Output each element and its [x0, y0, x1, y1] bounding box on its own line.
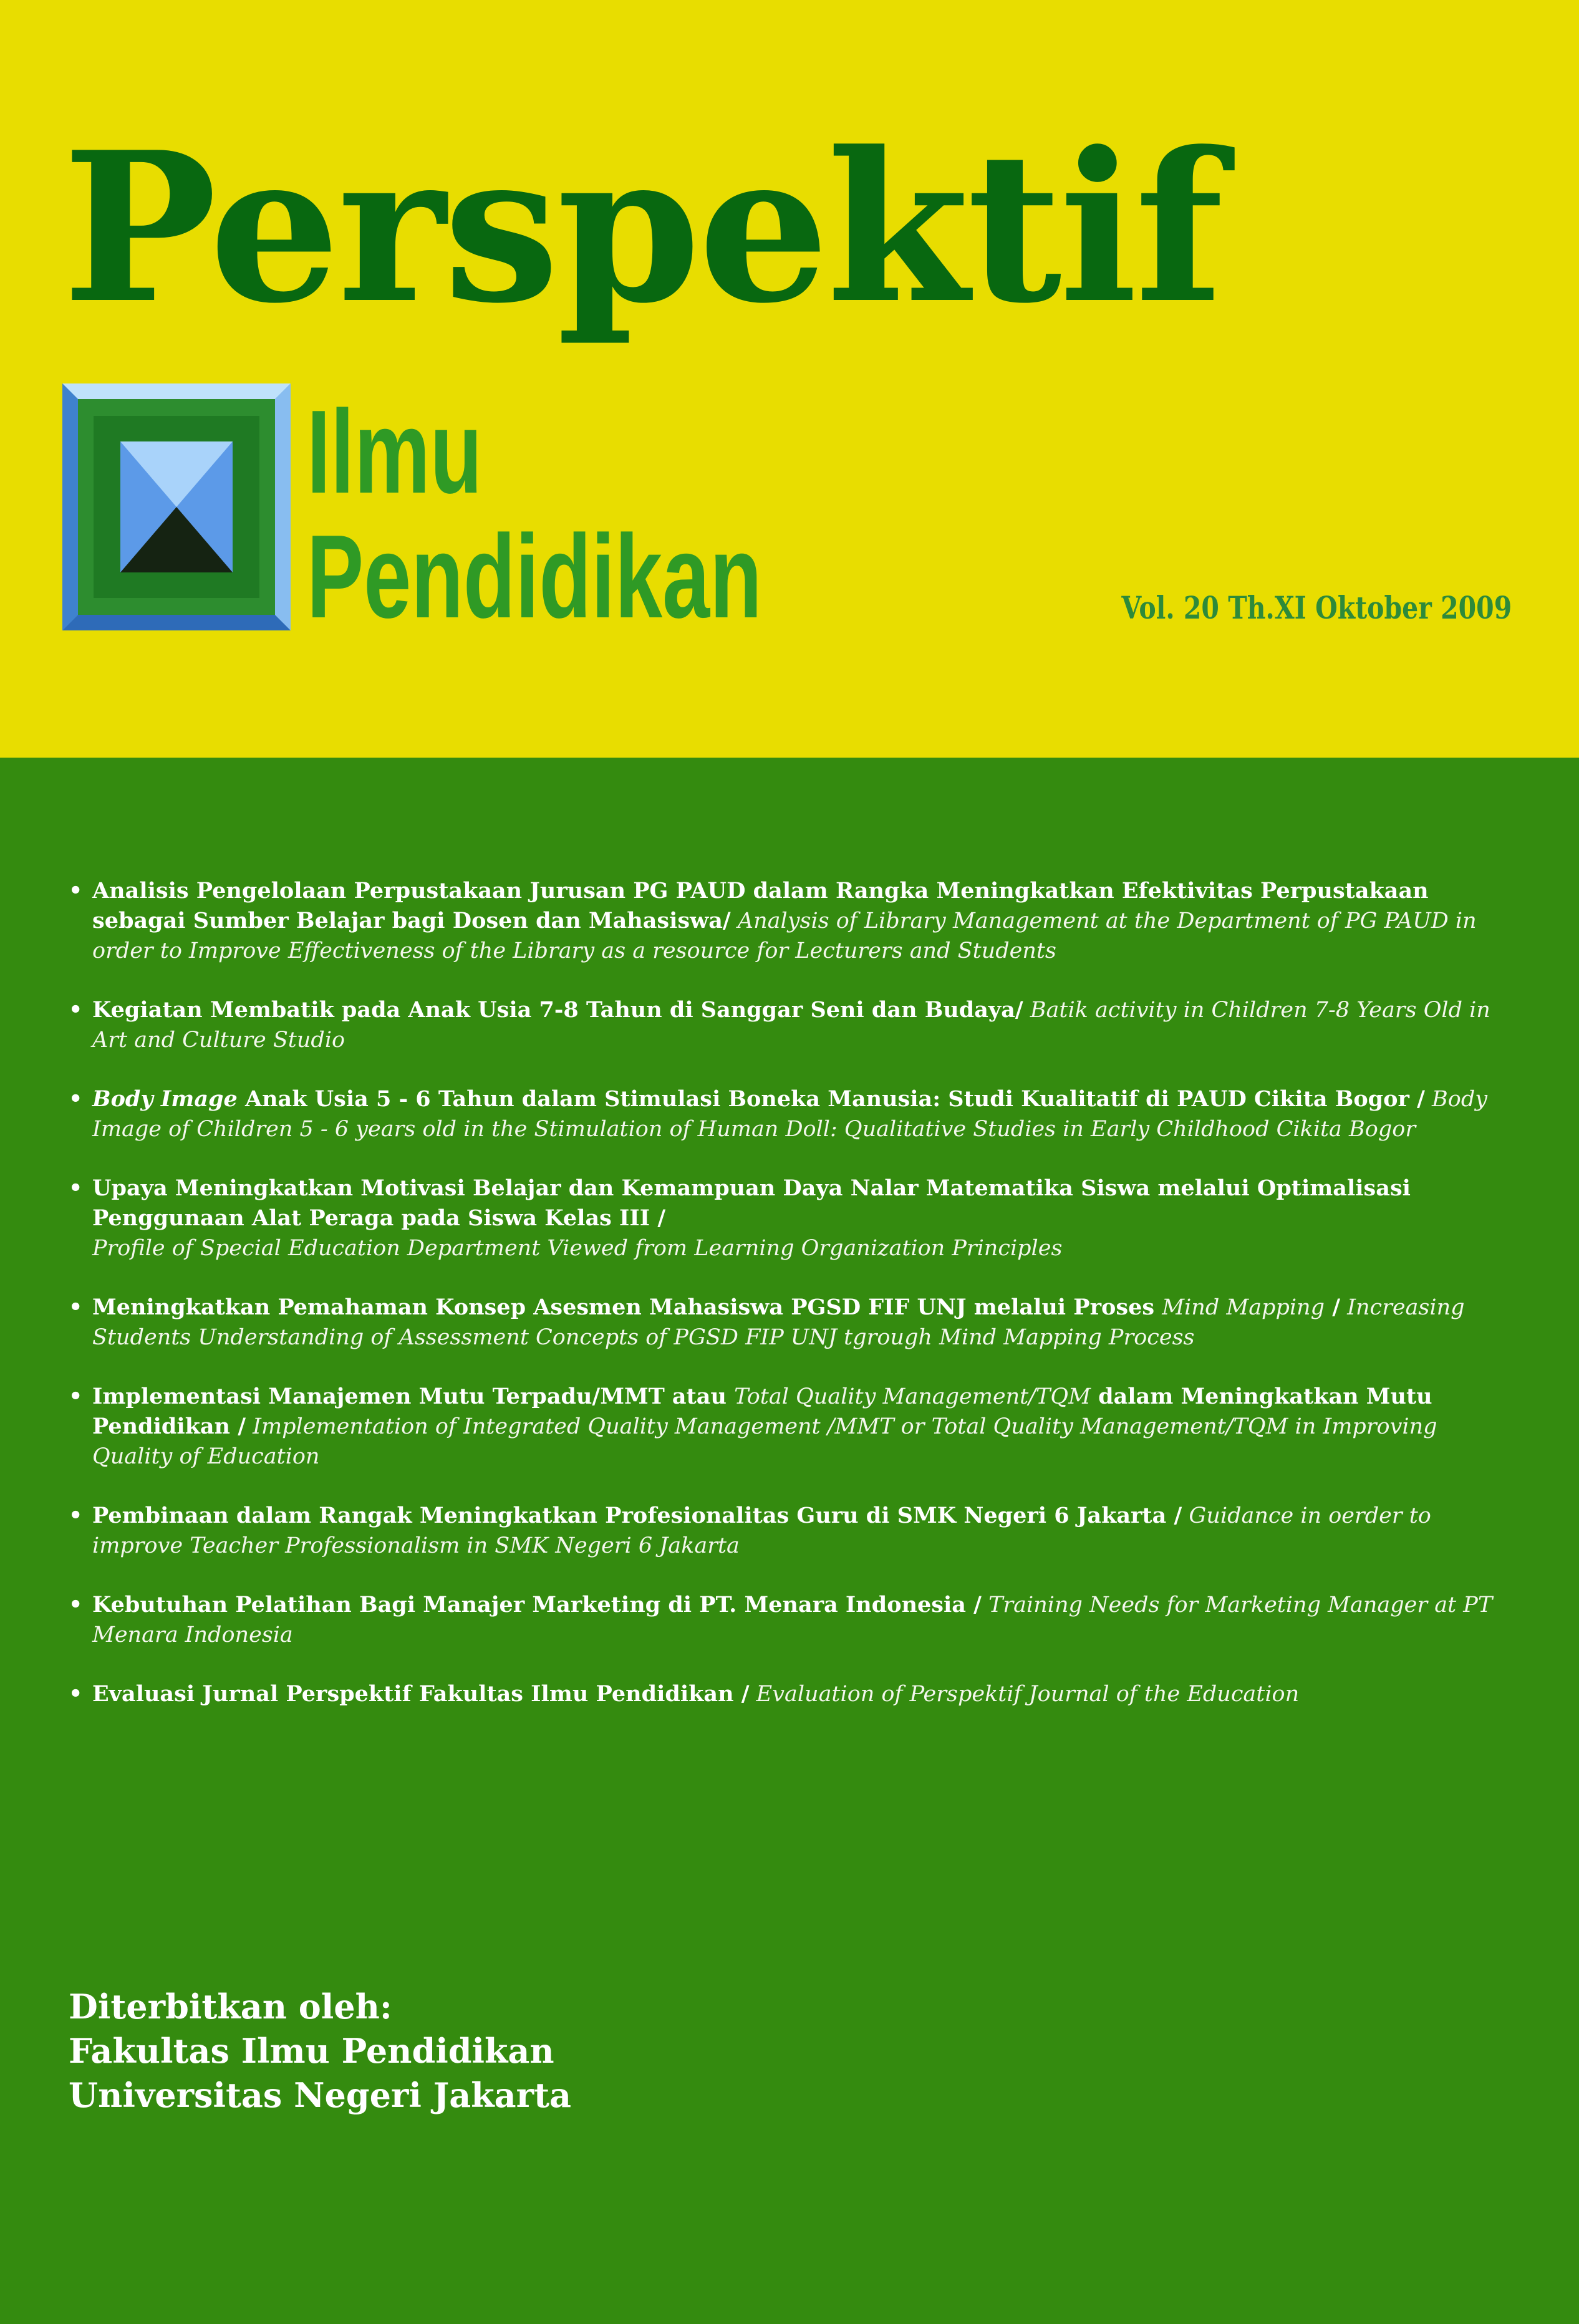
- article-title-en: Guidance in oerder to improve Teacher Professionalism in SMK Negeri 6 Jakarta: [92, 1503, 1431, 1558]
- publisher-block: [69, 1985, 571, 2118]
- pyramid-logo-icon: [62, 383, 291, 630]
- article-item: [69, 1590, 1515, 1650]
- article-title-id: [92, 1295, 1340, 1320]
- publisher-faculty: Fakultas Ilmu Pendidikan: [69, 2031, 554, 2071]
- publisher-label: Diterbitkan oleh:: [69, 1987, 392, 2027]
- article-title-id: Analisis Pengelolaan Perpustakaan Jurusan PG PAUD dalam Rangka Meningkatkan Efektivitas Perpustakaan sebagai Sumber Belajar bagi Dosen dan Mahasiswa/: [92, 878, 1429, 933]
- article-title-id: Kebutuhan Pelatihan Bagi Manajer Marketing di PT. Menara Indonesia /: [92, 1592, 982, 1618]
- article-title-en: Training Needs for Marketing Manager at PT Menara Indonesia: [92, 1593, 1493, 1647]
- bullet-icon: •: [69, 1503, 83, 1528]
- article-item: [69, 876, 1515, 966]
- bullet-icon: •: [69, 1384, 83, 1409]
- article-title-italic: Mind Mapping: [1162, 1295, 1325, 1320]
- article-title-id: [92, 1086, 1425, 1112]
- article-item: [69, 1679, 1515, 1709]
- article-title-en: Evaluation of Perspektif Journal of the Education: [756, 1682, 1300, 1707]
- bullet-icon: •: [69, 1175, 83, 1201]
- article-title-en: Body Image of Children 5 - 6 years old in the Stimulation of Human Doll: Qualitative Studies in Early Childhood Cikita Bogor: [92, 1087, 1488, 1142]
- volume-info: Vol. 20 Th.XI Oktober 2009: [1121, 589, 1512, 626]
- article-title-rest: Anak Usia 5 - 6 Tahun dalam Stimulasi Boneka Manusia: Studi Kualitatif di PAUD Cikita Bogor /: [244, 1086, 1425, 1112]
- article-title-part: /: [1332, 1295, 1340, 1320]
- article-title-id: Upaya Meningkatkan Motivasi Belajar dan Kemampuan Daya Nalar Matematika Siswa melalui Optimalisasi Penggunaan Alat Peraga pada Siswa Kelas III /: [92, 1175, 1411, 1231]
- journal-title: Perspektif: [62, 107, 1221, 349]
- article-item: [69, 1084, 1515, 1144]
- publisher-university: Universitas Negeri Jakarta: [69, 2075, 572, 2115]
- article-title-id: Kegiatan Membatik pada Anak Usia 7-8 Tahun di Sanggar Seni dan Budaya/: [92, 997, 1023, 1023]
- bullet-icon: •: [69, 1086, 83, 1112]
- article-title-en: Analysis of Library Management at the Department of PG PAUD in order to Improve Effectiveness of the Library as a resource for Lecturers and Students: [92, 909, 1477, 963]
- article-item: [69, 1174, 1515, 1263]
- article-title-en: Profile of Special Education Department Viewed from Learning Organization Principles: [92, 1236, 1063, 1261]
- bullet-icon: •: [69, 1681, 83, 1707]
- article-title-italic: Total Quality Management/TQM: [734, 1384, 1091, 1409]
- article-title-part: Meningkatkan Pemahaman Konsep Asesmen Mahasiswa PGSD FIF UNJ melalui Proses: [92, 1295, 1155, 1320]
- article-item: [69, 1382, 1515, 1472]
- article-item: [69, 1293, 1515, 1352]
- bullet-icon: •: [69, 1592, 83, 1618]
- article-item: [69, 1501, 1515, 1561]
- bullet-icon: •: [69, 878, 83, 904]
- article-title-italic: Body Image: [92, 1086, 238, 1112]
- article-title-part: Implementasi Manajemen Mutu Terpadu/MMT atau: [92, 1384, 727, 1409]
- bullet-icon: •: [69, 997, 83, 1023]
- article-title-id: Pembinaan dalam Rangak Meningkatkan Profesionalitas Guru di SMK Negeri 6 Jakarta /: [92, 1503, 1182, 1528]
- article-item: [69, 995, 1515, 1055]
- article-title-en: Implementation of Integrated Quality Management /MMT or Total Quality Management/TQM in Improving Quality of Education: [92, 1414, 1437, 1469]
- article-title-en: Increasing Students Understanding of Assessment Concepts of PGSD FIP UNJ tgrough Mind Mapping Process: [92, 1295, 1465, 1350]
- bullet-icon: •: [69, 1295, 83, 1320]
- article-title-part: dalam Meningkatkan Mutu Pendidikan /: [92, 1384, 1432, 1439]
- article-title-en: Batik activity in Children 7-8 Years Old in Art and Culture Studio: [92, 998, 1490, 1053]
- subtitle-ilmu: Ilmu: [307, 386, 483, 518]
- article-list: [69, 876, 1515, 1738]
- subtitle-pendidikan: Pendidikan: [307, 511, 762, 643]
- article-title-id: Evaluasi Jurnal Perspektif Fakultas Ilmu Pendidikan /: [92, 1681, 750, 1707]
